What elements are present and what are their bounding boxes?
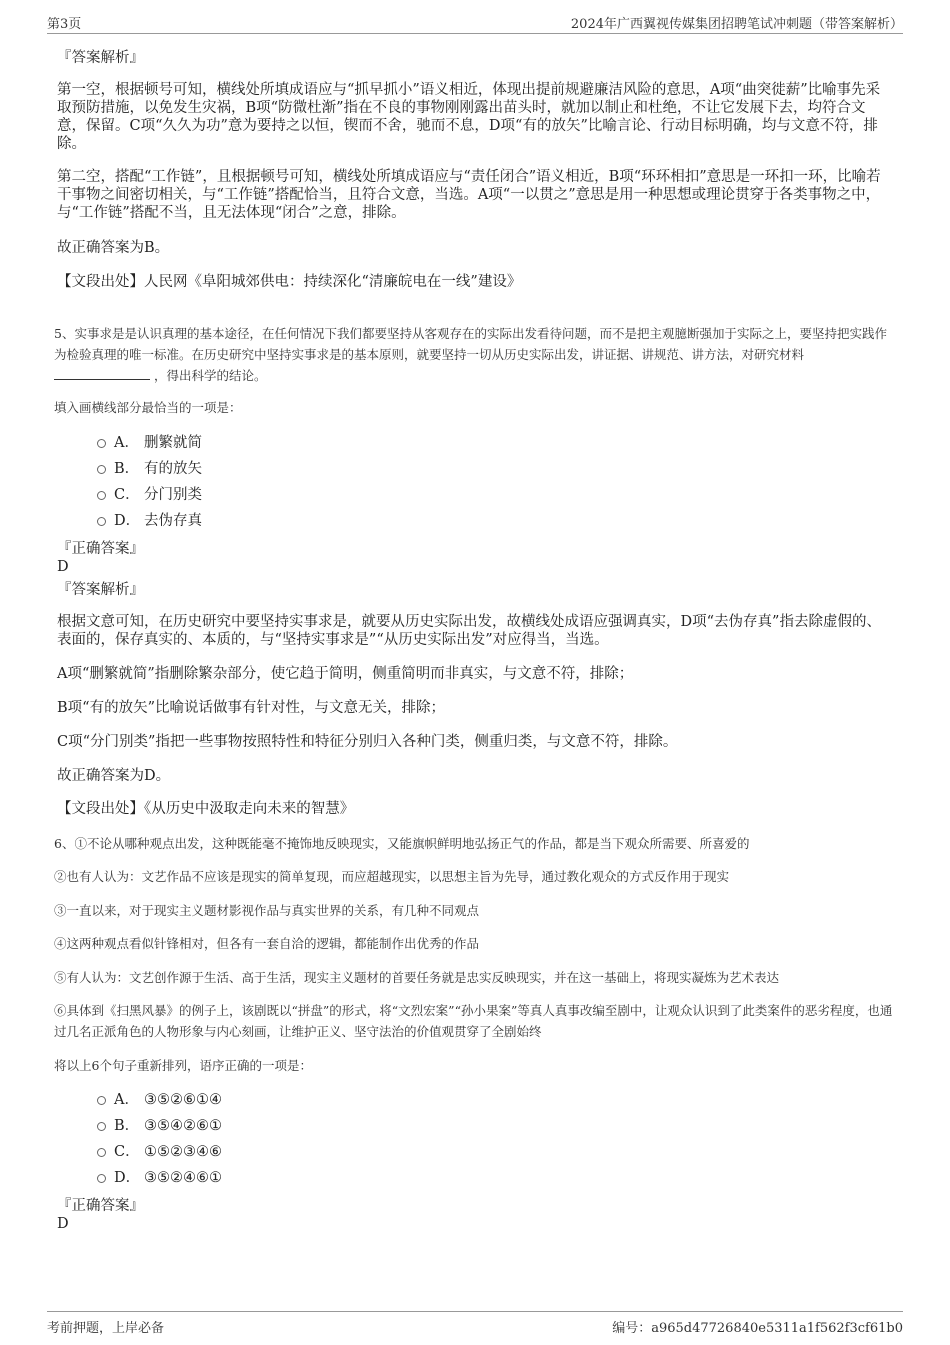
q5-stem [54, 323, 896, 386]
q4-analysis-label: 『答案解析』 [57, 50, 144, 66]
q5-conclusion: 故正确答案为D。 [57, 768, 171, 784]
serial-number: a965d47726840e5311a1f562f3cf61b0 [651, 1321, 903, 1336]
q5-stem-tail: ，得出科学的结论。 [153, 368, 267, 383]
q5-option-a[interactable]: A． 删繁就简 [97, 433, 202, 453]
q4-source: 【文段出处】人民网《阜阳城郊供电：持续深化“清廉皖电在一线”建设》 [57, 274, 522, 290]
q5-option-c[interactable]: C． 分门别类 [97, 485, 202, 505]
q5-analysis-paragraph-4: C项“分门别类”指把一些事物按照特性和特征分别归入各种门类，侧重归类，与文意不符，排除。 [57, 734, 678, 750]
radio-icon[interactable] [97, 1096, 106, 1105]
q6-sentence-1: 6、①不论从哪种观点出发，这种既能毫不掩饰地反映现实，又能旗帜鲜明地弘扬正气的作品，都是当下观众所需要、所喜爱的 [54, 836, 750, 851]
q5-option-d[interactable]: D． 去伪存真 [97, 511, 202, 531]
q5-analysis-paragraph-3: B项“有的放矢”比喻说话做事有针对性，与文意无关，排除； [57, 700, 445, 716]
q6-option-b[interactable]: B． ③⑤④②⑥① [97, 1116, 222, 1136]
q4-conclusion: 故正确答案为B。 [57, 240, 170, 256]
page-footer [47, 1311, 903, 1336]
q5-analysis-paragraph-1: 根据文意可知，在历史研究中要坚持实事求是，就要从历史实际出发，故横线处成语应强调真实，D项“去伪存真”指去除虚假的、表面的，保存真实的、本质的，与“坚持实事求是”“从历史实际出发”对应得当，当选。 [57, 614, 881, 648]
q4-analysis-paragraph-1: 第一空，根据顿号可知，横线处所填成语应与“抓早抓小”语义相近，体现出提前规避廉洁风险的意思，A项“曲突徙薪”比喻事先采取预防措施，以免发生灾祸，B项“防微杜渐”指在不良的事物刚刚露出苗头时，就加以制止和杜绝，不让它发展下去，均符合文意，保留。C项“久久为功”意为要持之以恒，锲而不舍，驰而不息，D项“有的放矢”比喻言论、行动目标明确，均与文意不符，排除。 [57, 82, 881, 152]
page-number: 第3页 [47, 17, 82, 32]
q5-option-b[interactable]: B． 有的放矢 [97, 459, 202, 479]
q6-option-c[interactable]: C． ①⑤②③④⑥ [97, 1142, 222, 1162]
q6-correct-answer: D [57, 1216, 69, 1232]
q6-sentence-4: ④这两种观点看似针锋相对，但各有一套自洽的逻辑，都能制作出优秀的作品 [54, 936, 480, 951]
radio-icon[interactable] [97, 1174, 106, 1183]
q6-prompt: 将以上6个句子重新排列，语序正确的一项是： [54, 1058, 312, 1073]
q5-analysis-paragraph-2: A项“删繁就简”指删除繁杂部分，使它趋于简明，侧重简明而非真实，与文意不符，排除； [57, 666, 634, 682]
serial-label: 编号： [612, 1321, 652, 1336]
radio-icon[interactable] [97, 1148, 106, 1157]
footer-serial [612, 1317, 903, 1336]
q5-prompt: 填入画横线部分最恰当的一项是： [54, 400, 242, 415]
q6-correct-label: 『正确答案』 [57, 1198, 144, 1214]
radio-icon[interactable] [97, 517, 106, 526]
q6-sentence-2: ②也有人认为：文艺作品不应该是现实的简单复现，而应超越现实，以思想主旨为先导，通过教化观众的方式反作用于现实 [54, 869, 730, 884]
radio-icon[interactable] [97, 465, 106, 474]
q6-sentence-3: ③一直以来，对于现实主义题材影视作品与真实世界的关系，有几种不同观点 [54, 903, 480, 918]
q4-analysis-paragraph-2: 第二空，搭配“工作链”，且根据顿号可知，横线处所填成语应与“责任闭合”语义相近，B项“环环相扣”意思是一环扣一环，比喻若干事物之间密切相关，与“工作链”搭配恰当，且符合文意，当选。A项“一以贯之”意思是用一种思想或理论贯穿于各类事物之中，与“工作链”搭配不当，且无法体现“闭合”之意，排除。 [57, 169, 881, 221]
radio-icon[interactable] [97, 439, 106, 448]
q5-stem-text: 5、实事求是是认识真理的基本途径，在任何情况下我们都要坚持从客观存在的实际出发看待问题，而不是把主观臆断强加于实际之上，要坚持把实践作为检验真理的唯一标准。在历史研究中坚持实事求是的基本原则，就要坚持一切从历史实际出发，讲证据、讲规范、讲方法，对研究材料 [54, 326, 887, 362]
q5-correct-label: 『正确答案』 [57, 541, 144, 557]
q5-correct-answer: D [57, 559, 69, 575]
radio-icon[interactable] [97, 1122, 106, 1131]
q6-sentence-6: ⑥具体到《扫黑风暴》的例子上，该剧既以“拼盘”的形式，将“文烈宏案”“孙小果案”等真人真事改编至剧中，让观众认识到了此类案件的恶劣程度，也通过几名正派角色的人物形象与内心刻画，让维护正义、坚守法治的价值观贯穿了全剧始终 [54, 1003, 893, 1039]
q5-blank [54, 366, 150, 380]
q6-option-a[interactable]: A． ③⑤②⑥①④ [97, 1090, 222, 1110]
q5-analysis-label: 『答案解析』 [57, 582, 144, 598]
radio-icon[interactable] [97, 491, 106, 500]
q5-source: 【文段出处】《从历史中汲取走向未来的智慧》 [57, 801, 355, 817]
page-header [47, 13, 903, 34]
document-title: 2024年广西翼视传媒集团招聘笔试冲刺题（带答案解析） [570, 17, 903, 32]
q6-sentence-5: ⑤有人认为：文艺创作源于生活、高于生活，现实主义题材的首要任务就是忠实反映现实，并在这一基础上，将现实凝炼为艺术表达 [54, 970, 780, 985]
q6-option-d[interactable]: D． ③⑤②④⑥① [97, 1168, 222, 1188]
footer-slogan: 考前押题，上岸必备 [47, 1321, 165, 1336]
